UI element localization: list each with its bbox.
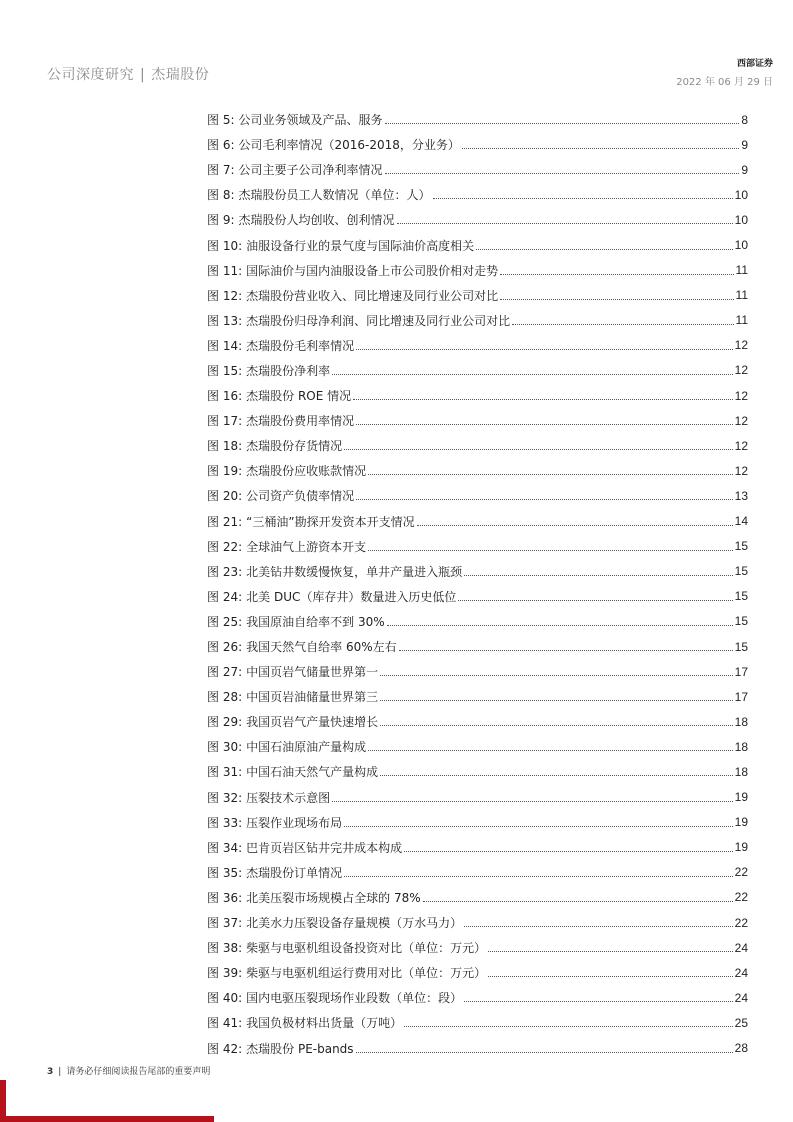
leader-dots (356, 424, 732, 425)
toc-entry[interactable] (207, 483, 748, 508)
leader-dots (332, 374, 732, 375)
page-ref: 12 (734, 338, 748, 353)
figure-title: 我国天然气自给率 60%左右 (246, 640, 397, 655)
figure-title: 杰瑞股份营业收入、同比增速及同行业公司对比 (246, 288, 499, 303)
page-ref: 12 (734, 438, 748, 453)
figure-title: 杰瑞股份 PE-bands (246, 1041, 354, 1056)
figure-title: 公司资产负债率情况 (246, 489, 355, 504)
leader-dots (417, 525, 733, 526)
figure-title: 杰瑞股份 ROE 情况 (246, 389, 352, 404)
page-ref: 18 (734, 764, 748, 779)
figure-title: “三桶油”勘探开发资本开支情况 (246, 514, 415, 529)
toc-entry[interactable] (207, 408, 748, 433)
page-ref: 12 (734, 388, 748, 403)
page-ref: 10 (734, 212, 748, 227)
figure-number: 图 12: (207, 288, 243, 303)
page-ref: 11 (735, 263, 748, 278)
figure-title: 我国页岩气产量快速增长 (246, 715, 379, 730)
figure-number: 图 28: (207, 690, 243, 705)
page-ref: 10 (734, 238, 748, 253)
figure-title: 巴肯页岩区钻井完井成本构成 (246, 840, 403, 855)
figure-number: 图 16: (207, 389, 243, 404)
page-ref: 17 (734, 664, 748, 679)
page-ref: 15 (734, 639, 748, 654)
page-ref: 22 (734, 865, 748, 880)
page-ref: 10 (734, 187, 748, 202)
figure-number: 图 11: (207, 263, 243, 278)
leader-dots (356, 1052, 733, 1053)
page-ref: 12 (734, 413, 748, 428)
toc-entry[interactable] (207, 960, 748, 985)
figure-title: 杰瑞股份订单情况 (246, 865, 343, 880)
figure-number: 图 40: (207, 991, 243, 1006)
figure-number: 图 33: (207, 815, 243, 830)
figure-number: 图 34: (207, 840, 243, 855)
page-ref: 19 (734, 815, 748, 830)
page-ref: 11 (735, 313, 748, 328)
figure-title: 柴驱与电驱机组设备投资对比（单位：万元） (246, 941, 487, 956)
figure-number: 图 26: (207, 640, 243, 655)
figure-title: 公司主要子公司净利率情况 (238, 163, 383, 178)
figure-number: 图 17: (207, 414, 243, 429)
toc-entry[interactable] (207, 684, 748, 709)
figure-title: 中国页岩油储量世界第三 (246, 690, 379, 705)
leader-dots (462, 148, 739, 149)
figure-number: 图 30: (207, 740, 243, 755)
report-type: 公司深度研究 (47, 67, 134, 83)
page-ref: 15 (734, 564, 748, 579)
figure-title: 杰瑞股份毛利率情况 (246, 338, 355, 353)
figure-number: 图 23: (207, 564, 243, 579)
toc-entry[interactable] (207, 810, 748, 835)
leader-dots (423, 901, 733, 902)
leader-dots (332, 801, 732, 802)
toc-entry[interactable] (207, 157, 748, 182)
leader-dots (380, 675, 732, 676)
figure-number: 图 15: (207, 363, 243, 378)
figure-number: 图 10: (207, 238, 243, 253)
leader-dots (458, 600, 732, 601)
figure-title: 柴驱与电驱机组运行费用对比（单位：万元） (246, 966, 487, 981)
page-footer (47, 1064, 210, 1077)
figure-number: 图 39: (207, 966, 243, 981)
figure-number: 图 24: (207, 589, 243, 604)
leader-dots (433, 198, 733, 199)
leader-dots (500, 299, 733, 300)
page-ref: 24 (734, 990, 748, 1005)
page-ref: 22 (734, 890, 748, 905)
toc-entry[interactable] (207, 985, 748, 1010)
toc-entry[interactable] (207, 207, 748, 232)
accent-bar-horizontal (0, 1116, 214, 1122)
figure-title: 全球油气上游资本开支 (246, 539, 367, 554)
figure-number: 图 31: (207, 765, 243, 780)
figure-title: 国内电驱压裂现场作业段数（单位：段） (246, 991, 463, 1006)
toc-entry[interactable] (207, 433, 748, 458)
page-ref: 12 (734, 463, 748, 478)
toc-entry[interactable] (207, 308, 748, 333)
page-ref: 18 (734, 714, 748, 729)
toc-entry[interactable] (207, 759, 748, 784)
leader-dots (488, 951, 732, 952)
toc-entry[interactable] (207, 283, 748, 308)
figure-number: 图 8: (207, 188, 235, 203)
header-report-title (47, 64, 209, 84)
figure-number: 图 42: (207, 1041, 243, 1056)
leader-dots (344, 826, 732, 827)
toc-entry[interactable] (207, 559, 748, 584)
leader-dots (399, 650, 733, 651)
leader-dots (385, 123, 740, 124)
figure-number: 图 37: (207, 916, 243, 931)
page-ref: 18 (734, 739, 748, 754)
leader-dots (344, 876, 732, 877)
figure-number: 图 19: (207, 464, 243, 479)
toc-entry[interactable] (207, 509, 748, 534)
figure-number: 图 29: (207, 715, 243, 730)
figure-number: 图 13: (207, 313, 243, 328)
page-ref: 13 (734, 488, 748, 503)
figure-number: 图 6: (207, 138, 235, 153)
leader-dots (380, 775, 732, 776)
leader-dots (464, 926, 732, 927)
figure-title: 压裂作业现场布局 (246, 815, 343, 830)
figure-number: 图 38: (207, 941, 243, 956)
figure-number: 图 22: (207, 539, 243, 554)
toc-entry[interactable] (207, 232, 748, 257)
leader-dots (488, 976, 732, 977)
leader-dots (404, 851, 732, 852)
figure-title: 杰瑞股份存货情况 (246, 439, 343, 454)
leader-dots (353, 399, 733, 400)
page-ref: 9 (741, 162, 748, 177)
page-ref: 19 (734, 840, 748, 855)
figure-title: 杰瑞股份应收账款情况 (246, 464, 367, 479)
report-date: 2022 年 06 月 29 日 (676, 77, 773, 88)
figure-number: 图 18: (207, 439, 243, 454)
page-ref: 25 (734, 1015, 748, 1030)
leader-dots (464, 575, 732, 576)
figure-title: 压裂技术示意图 (246, 790, 331, 805)
toc-entry[interactable] (207, 458, 748, 483)
toc-entry[interactable] (207, 885, 748, 910)
toc-entry[interactable] (207, 910, 748, 935)
page-ref: 15 (734, 614, 748, 629)
leader-dots (356, 499, 732, 500)
toc-entry[interactable] (207, 609, 748, 634)
toc-entry[interactable] (207, 835, 748, 860)
toc-entry[interactable] (207, 785, 748, 810)
header-brand-block (676, 56, 773, 88)
page-ref: 15 (734, 539, 748, 554)
toc-entry[interactable] (207, 584, 748, 609)
figure-number: 图 25: (207, 614, 243, 629)
page-ref: 24 (734, 965, 748, 980)
figure-number: 图 36: (207, 890, 243, 905)
figure-number: 图 35: (207, 865, 243, 880)
figure-title: 杰瑞股份人均创收、创利情况 (238, 213, 395, 228)
page-ref: 12 (734, 363, 748, 378)
page-ref: 28 (734, 1041, 748, 1056)
toc-entry[interactable] (207, 182, 748, 207)
footer-separator: | (58, 1067, 62, 1077)
toc-entry[interactable] (207, 1010, 748, 1035)
page-ref: 9 (741, 137, 748, 152)
toc-entry[interactable] (207, 734, 748, 759)
brand-logo-text: 西部证券 (736, 59, 773, 69)
toc-entry[interactable] (207, 860, 748, 885)
leader-dots (404, 1026, 732, 1027)
figure-title: 油服设备行业的景气度与国际油价高度相关 (246, 238, 475, 253)
figure-number: 图 9: (207, 213, 235, 228)
figure-number: 图 20: (207, 489, 243, 504)
figure-number: 图 27: (207, 665, 243, 680)
figure-table-of-contents (207, 107, 748, 1061)
toc-entry[interactable] (207, 132, 748, 157)
disclaimer-notice: 请务必仔细阅读报告尾部的重要声明 (66, 1067, 211, 1077)
figure-title: 中国石油原油产量构成 (246, 740, 367, 755)
page-ref: 22 (734, 915, 748, 930)
toc-entry[interactable] (207, 358, 748, 383)
figure-title: 中国石油天然气产量构成 (246, 765, 379, 780)
figure-title: 公司毛利率情况（2016-2018，分业务） (238, 138, 460, 153)
figure-title: 杰瑞股份净利率 (246, 363, 331, 378)
page-ref: 17 (734, 689, 748, 704)
toc-entry[interactable] (207, 1035, 748, 1060)
leader-dots (476, 249, 732, 250)
leader-dots (385, 173, 740, 174)
figure-title: 北美 DUC（库存井）数量进入历史低位 (246, 589, 457, 604)
page-number: 3 (47, 1067, 54, 1077)
leader-dots (368, 550, 732, 551)
figure-number: 图 41: (207, 1016, 243, 1031)
figure-title: 公司业务领域及产品、服务 (238, 113, 383, 128)
leader-dots (397, 223, 733, 224)
figure-title: 杰瑞股份费用率情况 (246, 414, 355, 429)
figure-title: 我国负极材料出货量（万吨） (246, 1016, 403, 1031)
figure-number: 图 32: (207, 790, 243, 805)
toc-entry[interactable] (207, 258, 748, 283)
page-ref: 14 (734, 514, 748, 529)
page-ref: 15 (734, 589, 748, 604)
page-ref: 11 (735, 288, 748, 303)
toc-entry[interactable] (207, 333, 748, 358)
leader-dots (380, 700, 732, 701)
leader-dots (368, 750, 732, 751)
leader-dots (356, 349, 732, 350)
toc-entry[interactable] (207, 534, 748, 559)
toc-entry[interactable] (207, 383, 748, 408)
toc-entry[interactable] (207, 659, 748, 684)
company-name: 杰瑞股份 (151, 67, 210, 83)
leader-dots (344, 449, 732, 450)
leader-dots (500, 274, 733, 275)
figure-title: 国际油价与国内油服设备上市公司股价相对走势 (246, 263, 499, 278)
figure-title: 北美压裂市场规模占全球的 78% (246, 890, 421, 905)
leader-dots (512, 324, 733, 325)
header-separator: | (140, 67, 146, 83)
page-ref: 24 (734, 940, 748, 955)
figure-title: 杰瑞股份员工人数情况（单位：人） (238, 188, 431, 203)
figure-title: 中国页岩气储量世界第一 (246, 665, 379, 680)
leader-dots (380, 725, 732, 726)
figure-number: 图 21: (207, 514, 243, 529)
toc-entry[interactable] (207, 634, 748, 659)
figure-number: 图 14: (207, 338, 243, 353)
figure-title: 我国原油自给率不到 30% (246, 614, 385, 629)
toc-entry[interactable] (207, 107, 748, 132)
figure-title: 北美钻井数缓慢恢复，单井产量进入瓶颈 (246, 564, 463, 579)
figure-number: 图 5: (207, 113, 235, 128)
leader-dots (387, 625, 733, 626)
figure-number: 图 7: (207, 163, 235, 178)
page-ref: 19 (734, 790, 748, 805)
toc-entry[interactable] (207, 709, 748, 734)
figure-title: 北美水力压裂设备存量规模（万水马力） (246, 916, 463, 931)
leader-dots (368, 474, 732, 475)
figure-title: 杰瑞股份归母净利润、同比增速及同行业公司对比 (246, 313, 511, 328)
toc-entry[interactable] (207, 935, 748, 960)
page-ref: 8 (741, 112, 748, 127)
leader-dots (464, 1001, 732, 1002)
